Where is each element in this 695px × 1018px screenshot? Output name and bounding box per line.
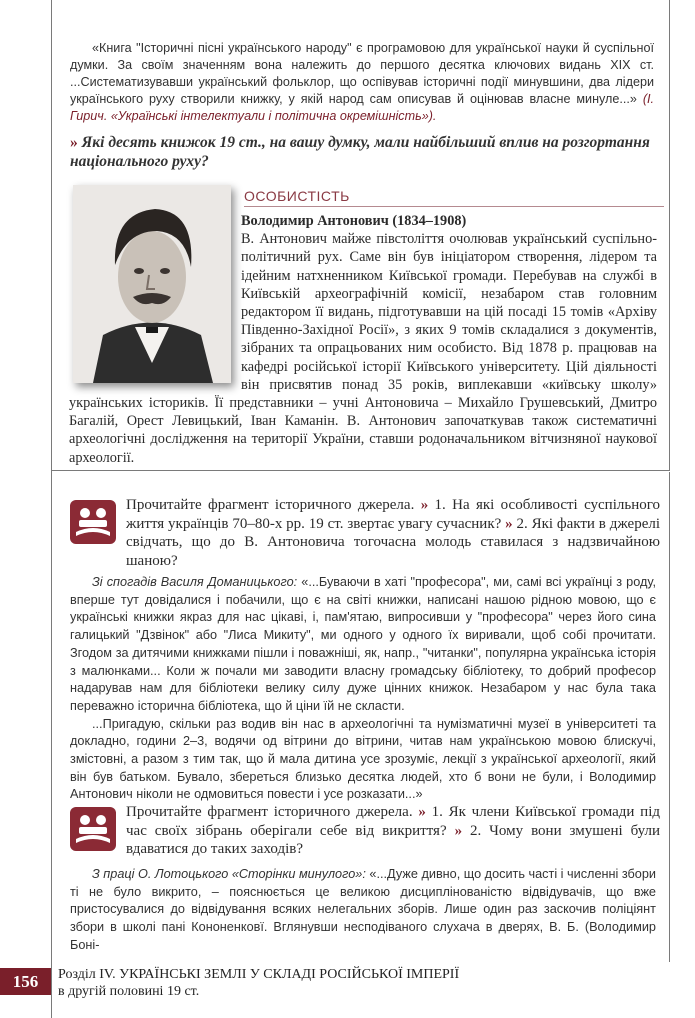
- chapter-footer: [58, 966, 459, 1000]
- task-1-marker-1: »: [420, 497, 429, 513]
- left-margin-line: [51, 0, 52, 1018]
- source-2-paragraph-1: «...Дуже дивно, що досить часті і численні збори ті не було викрито, – пояснюється це великою дисциплінованістю відвідувачів, що вже пристосувалися до відвідування всяких нелегальних зборів. Лише один раз заскочив поліціянт збори в школі пані Кононенковї. Вглянувши несподіваного слухача в дверях, В. Б. (Володимир Боні-: [70, 867, 657, 952]
- right-margin-line-lower: [669, 472, 670, 962]
- quote-block: [70, 40, 654, 125]
- task-2-marker-1: »: [418, 804, 426, 820]
- source-1-paragraph-1: «...Буваючи в хаті "професора", ми, самі всі українці з роду, вперше тут довідалися і побачили, що є на світі книжки, написані нашою рідною мовою, що є українські книжки якраз для нас цікаві, і, пам'ятаю, випросивши у "професора" через його сина галицький "Дзвінок" або "Лиса Микиту", ми одного у одного їх виривали, щоб собі прочитати. Згодом за дитячими книжками пішли і поважніші, як, напр., "читанки", популярна українська історія з малюнками... Коли ж почали ми заводити власну громадську бібліотеку, то добрий професор надарував нам для бібліотеки велику силу дуже цінних книжок. Незабаром у нас була така переважно історична бібліотека, що й ціни їй не скласти.: [70, 575, 656, 713]
- source-1: [70, 574, 656, 804]
- task-1-marker-2: »: [505, 515, 513, 532]
- chapter-title: Розділ IV. УКРАЇНСЬКІ ЗЕМЛІ У СКЛАДІ РОСІЙСЬКОЇ ІМПЕРІЇ: [58, 967, 460, 982]
- task-1-question-1: 1. На які особливості суспільного життя українців 70–80-х рр. 19 ст. звертає увагу сучасник?: [126, 497, 661, 532]
- task-1-text: [126, 496, 660, 570]
- portrait-float-space: [69, 212, 241, 392]
- persona-underline: [244, 206, 664, 207]
- quote-text: «Книга "Історичні пісні українського народу" є програмовою для української науки й суспільної думки. За своїм значенням вона належить до першого десятка ключових видань XIX ст. ...Систематизувавши український фольклор, що оспівував історичні події минувшини, два лідери українського руху створили книжку, у якій народ сам описував й оцінював власне минуле...»: [70, 41, 654, 106]
- task-2-text: [126, 803, 660, 859]
- question-block: [70, 133, 660, 171]
- reading-task-icon: [70, 500, 116, 544]
- right-margin-line: [669, 0, 670, 470]
- page-number: 156: [0, 968, 51, 995]
- task-1-question-2: 2. Які факти в джерелі свідчать, що до В. Антоновича тогочасна молодь ставилася з надзвичайною шаною?: [126, 515, 661, 569]
- persona-heading: ОСОБИСТІСТЬ: [244, 188, 350, 204]
- chapter-subtitle: в другій половині 19 ст.: [58, 984, 200, 999]
- question-text: Які десять книжок 19 ст., на вашу думку, мали найбільший вплив на розгортання національного руху?: [70, 134, 650, 170]
- source-2-lead: З праці О. Лотоцького «Сторінки минулого»:: [92, 867, 366, 881]
- task-2-marker-2: »: [454, 822, 463, 839]
- persona-bio: [69, 212, 657, 467]
- task-2-question-1: 1. Як члени Київської громади під час своїх зібрань оберігали себе від викриття?: [126, 804, 660, 839]
- section-divider: [51, 470, 670, 471]
- question-marker: »: [70, 134, 78, 151]
- source-2: [70, 866, 656, 955]
- task-block-2: [70, 803, 660, 859]
- task-1-intro: Прочитайте фрагмент історичного джерела.: [126, 497, 415, 513]
- task-2-intro: Прочитайте фрагмент історичного джерела.: [126, 804, 413, 820]
- persona-bio-text: В. Антонович майже півстоліття очолював український суспільно-політичний рух. Саме він був ініціатором створення, лідером та ідейним натхненником Київської громади. Перебував на службі в Київській археографічній комісії, незабаром став головним редактором її видань, підготувавши на цій посаді 15 томів «Архіву Південно-Західної Росії», з яких 9 томів складалися з документів, зібраних та опрацьованих ним особисто. Від 1878 р. працював на кафедрі російської історії Київського університету. Цій діяльності він присвятив понад 35 років, виплекавши «київську школу» українських істориків. Її представники – учні Антоновича – Михайло Грушевський, Дмитро Багалій, Орест Левицький, Іван Каманін. В. Антонович започаткував також систематичні археологічні дослідження на території України, ставши родоначальником вітчизняної наукової археології.: [69, 231, 657, 466]
- task-block-1: [70, 496, 660, 570]
- source-1-paragraph-2: ...Пригадую, скільки раз водив він нас в археологічні та нумізматичні музеї в університеті та докладно, години 2–3, водячи од вітрини до вітрини, читав нам українською мовою блискучі, змістовні, а разом з тим так, що й мала дитина усе зрозуміє, лекції з української археології, який він був батьком. Бувало, збереться близько десятка людей, хто б вони не були, і Володимир Антонович ніколи не одмовиться повести і усе розказати...»: [70, 716, 656, 802]
- persona-name: Володимир Антонович (1834–1908): [241, 213, 467, 229]
- task-2-question-2: 2. Чому вони змушені були вдаватися до таких заходів?: [126, 822, 661, 858]
- source-1-lead: Зі спогадів Василя Доманицького:: [92, 575, 298, 589]
- reading-task-icon-2: [70, 807, 116, 851]
- quote-source: (І. Гирич. «Українські інтелектуали і політична окремішність»).: [70, 92, 655, 123]
